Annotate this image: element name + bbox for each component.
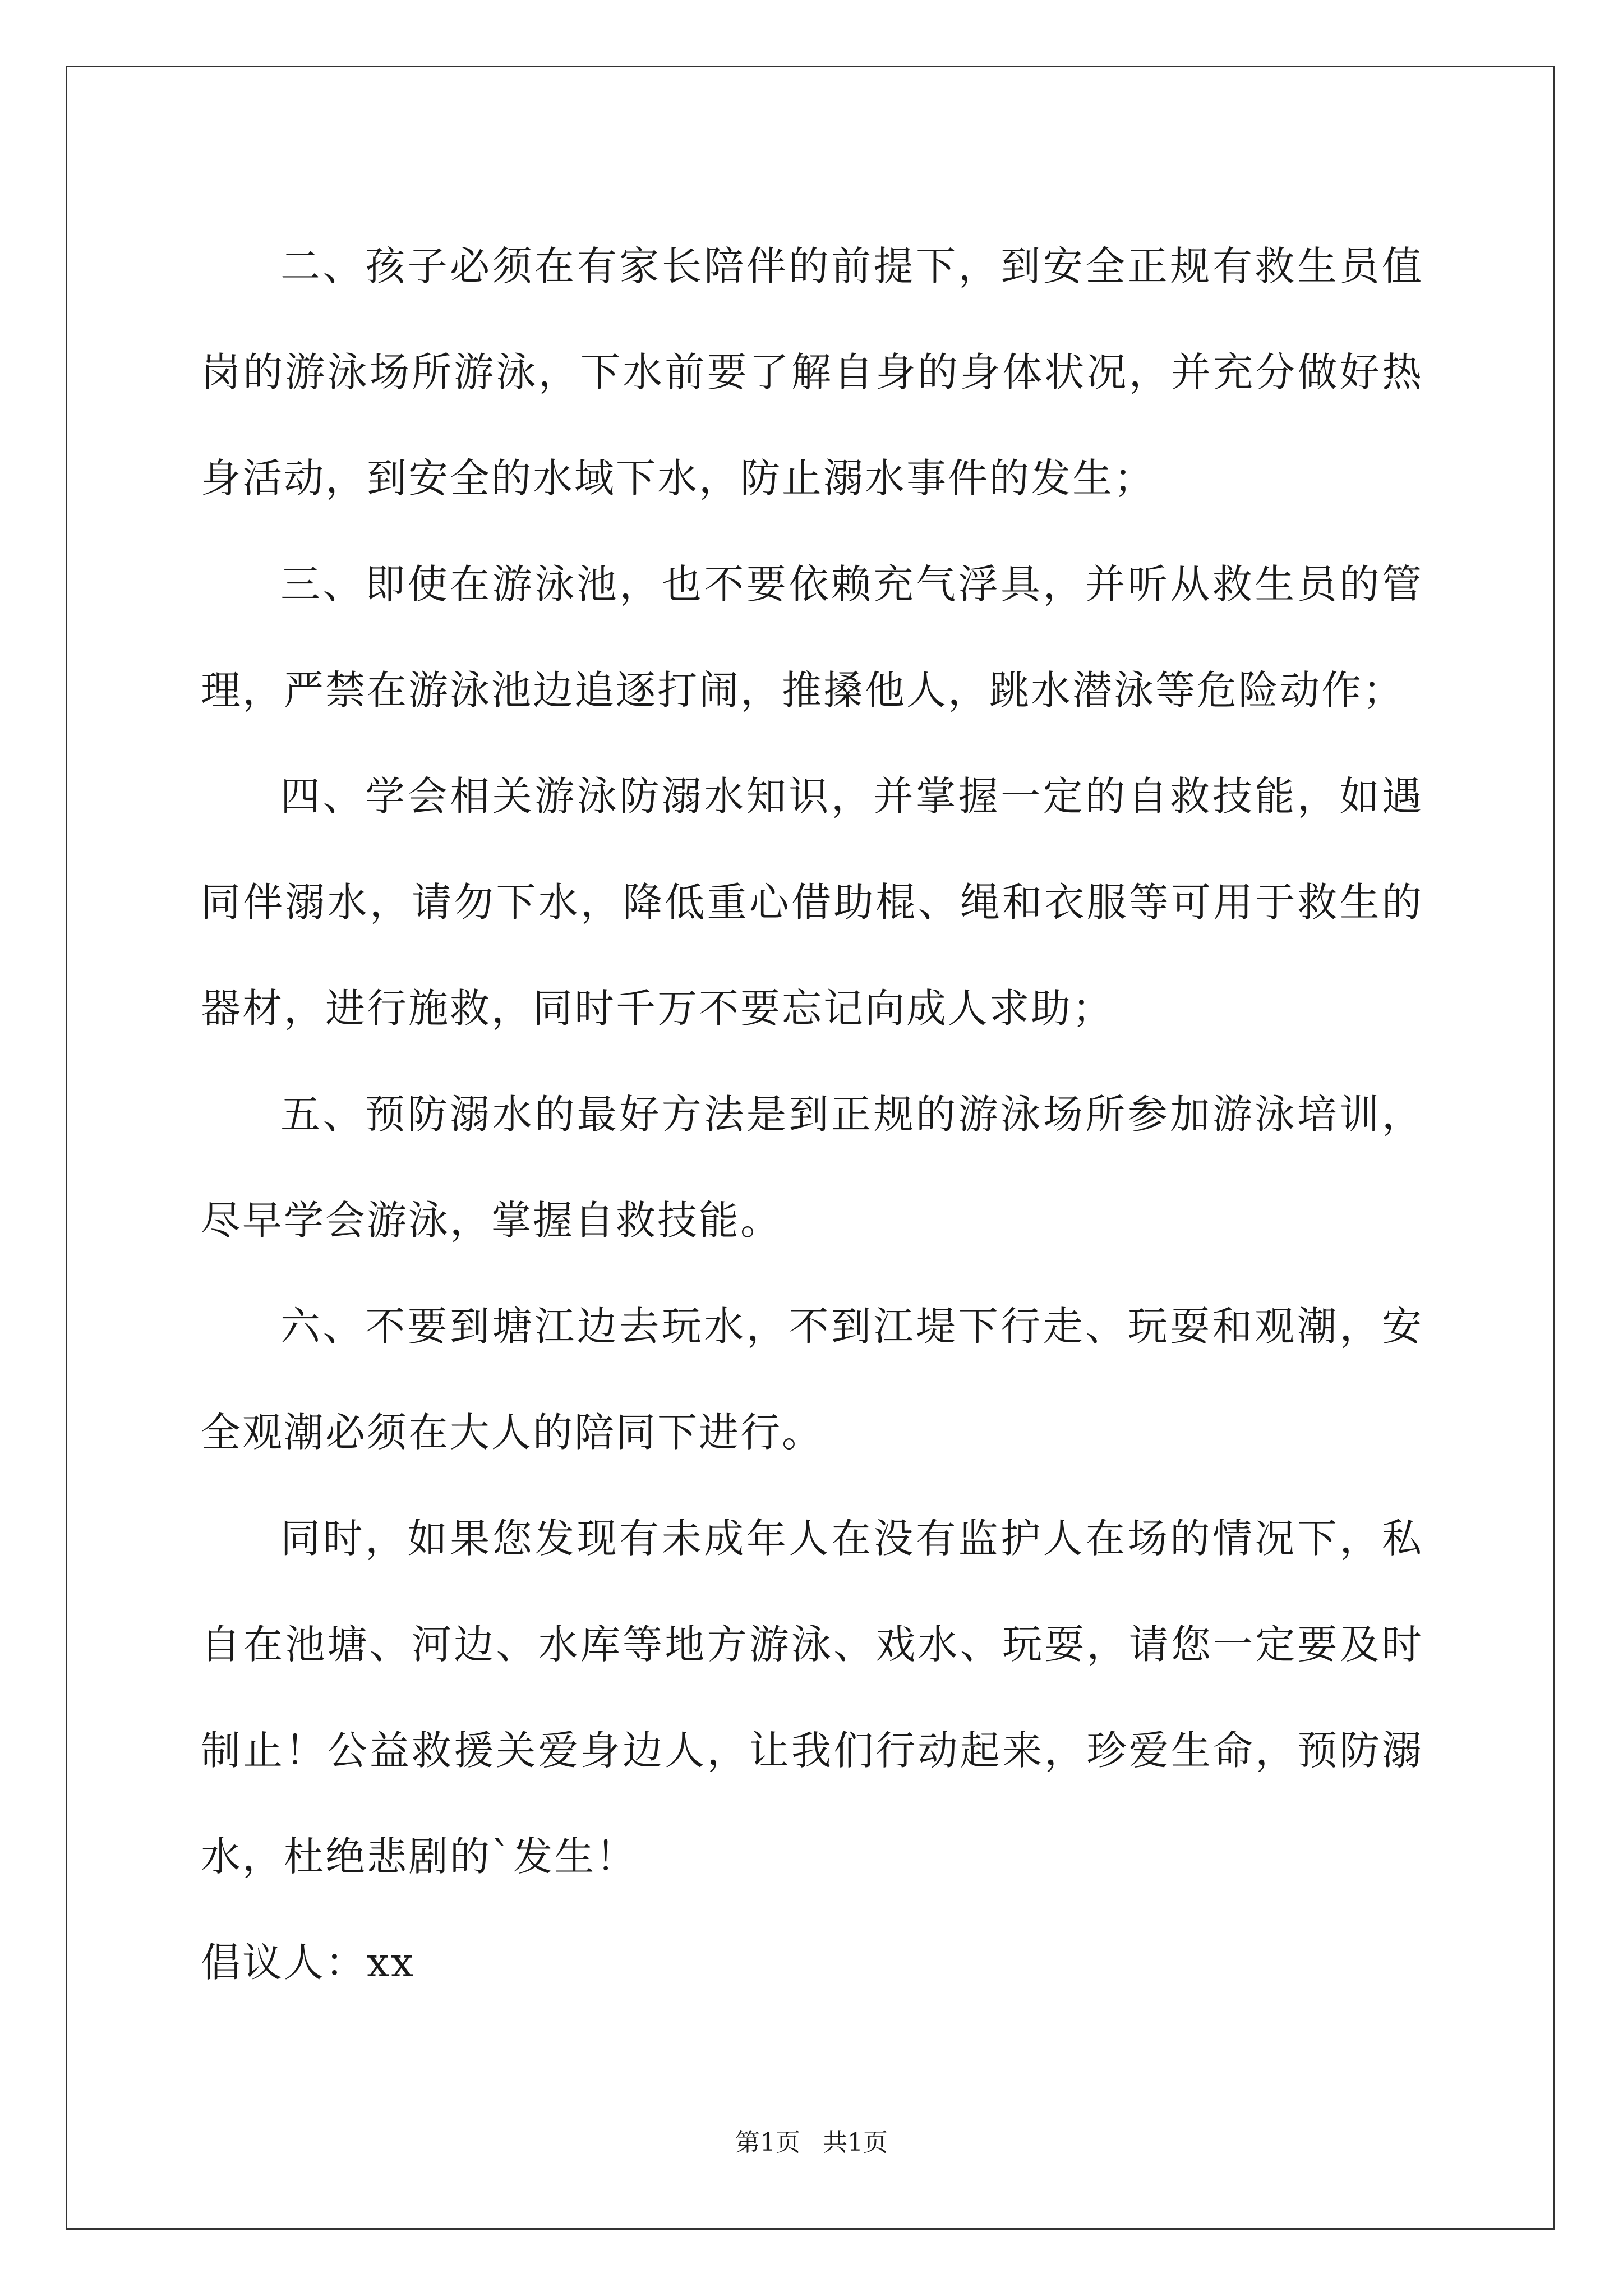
paragraph-6: 六、不要到塘江边去玩水，不到江堤下行走、玩耍和观潮，安全观潮必须在大人的陪同下进行。 <box>201 1303 1423 1456</box>
page-number: 第1页 <box>735 2128 800 2157</box>
paragraph-closing: 同时，如果您发现有未成年人在没有监护人在场的情况下，私自在池塘、河边、水库等地方游泳、戏水、玩耍，请您一定要及时制止！公益救援关爱身边人，让我们行动起来，珍爱生命，预防溺水，杜绝悲剧的`发生！ <box>201 1515 1423 1880</box>
paragraph-3: 三、即使在游泳池，也不要依赖充气浮具，并听从救生员的管理，严禁在游泳池边追逐打闹，推搡他人，跳水潜泳等危险动作； <box>201 561 1423 714</box>
page-footer <box>0 2126 1623 2160</box>
document-body <box>201 213 1423 2016</box>
paragraph-5: 五、预防溺水的最好方法是到正规的游泳场所参加游泳培训，尽早学会游泳，掌握自救技能。 <box>201 1091 1423 1244</box>
paragraph-4: 四、学会相关游泳防溺水知识，并掌握一定的自救技能，如遇同伴溺水，请勿下水，降低重心借助棍、绳和衣服等可用于救生的器材，进行施救，同时千万不要忘记向成人求助； <box>201 773 1423 1032</box>
signature-line: 倡议人：xx <box>201 1939 416 1986</box>
page-total: 共1页 <box>823 2128 888 2157</box>
paragraph-2: 二、孩子必须在有家长陪伴的前提下，到安全正规有救生员值岗的游泳场所游泳，下水前要了解自身的身体状况，并充分做好热身活动，到安全的水域下水，防止溺水事件的发生； <box>201 243 1423 501</box>
